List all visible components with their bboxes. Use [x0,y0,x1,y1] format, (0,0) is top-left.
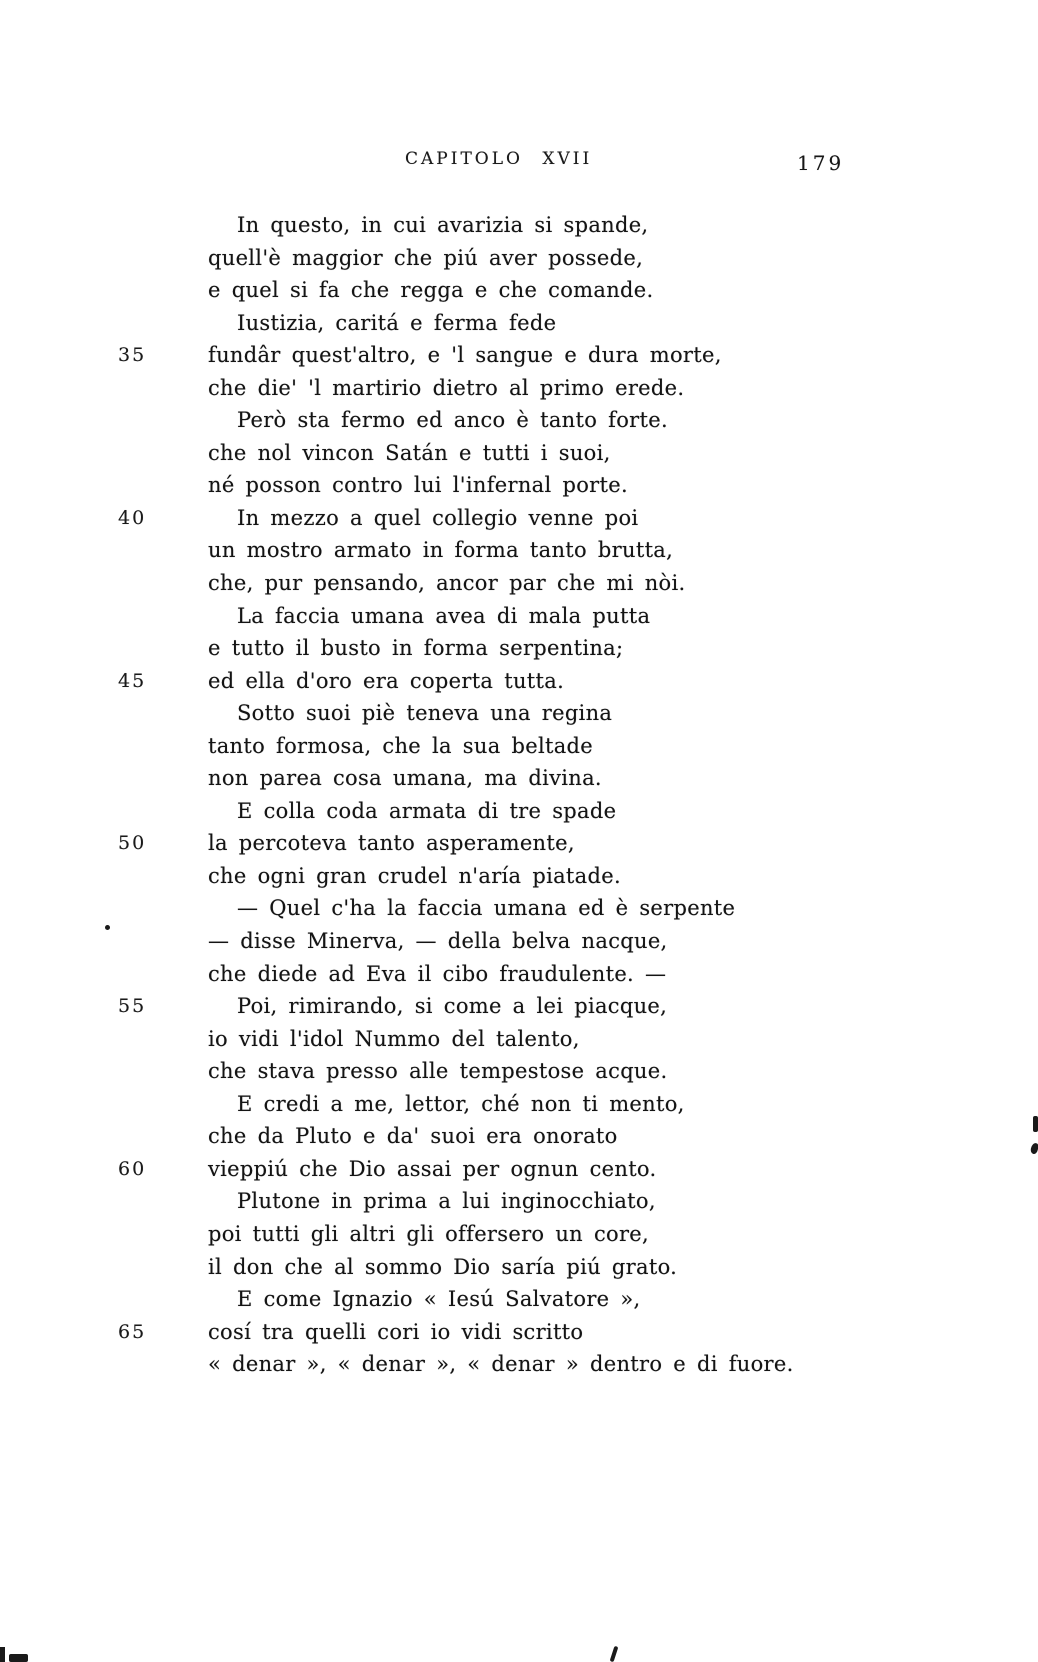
poem-line [0,730,1038,763]
line-number [118,925,208,958]
poem-line [0,795,1038,828]
verse-text: e tutto il busto in forma serpentina; [208,636,624,661]
line-number [118,307,208,340]
line-number [118,1283,208,1316]
line-number [118,1088,208,1121]
verse-text: quell'è maggior che piú aver possede, [208,245,644,270]
line-number [118,795,208,828]
line-number [118,762,208,795]
verse-text: né posson contro lui l'infernal porte. [208,473,628,498]
line-number [118,567,208,600]
poem-line [0,502,1038,535]
poem-line [0,762,1038,795]
verse-text: E credi a me, lettor, ché non ti mento, [237,1091,685,1116]
poem-line [0,307,1038,340]
scan-artifact-bottom-left [9,1654,28,1662]
verse-text: tanto formosa, che la sua beltade [208,733,594,758]
poem-line [0,1055,1038,1088]
scan-artifact-dot [105,925,110,930]
verse-text: la percoteva tanto asperamente, [208,831,575,856]
poem-line [0,469,1038,502]
line-number [118,437,208,470]
line-number [118,730,208,763]
line-number: 55 [118,995,147,1018]
scan-artifact-bottom [610,1646,619,1662]
poem-line [0,372,1038,405]
verse-text: Iustizia, caritá e ferma fede [237,310,557,335]
verse-text: e quel si fa che regga e che comande. [208,278,654,303]
scan-artifact-right-edge [1033,1116,1038,1132]
poem-line [0,925,1038,958]
line-number [118,632,208,665]
line-number: 35 [118,344,147,367]
chapter-heading: CAPITOLO XVII [405,149,593,169]
verse-text: Sotto suoi piè teneva una regina [237,701,613,726]
verse-text: In questo, in cui avarizia si spande, [237,213,649,237]
line-number [118,242,208,275]
verse-text: Poi, rimirando, si come a lei piacque, [237,994,668,1019]
poem-line [0,632,1038,665]
poem-line [0,567,1038,600]
poem-line [0,274,1038,307]
poem-line [0,860,1038,893]
verse-text: « denar », « denar », « denar » dentro e di fuore. [208,1352,794,1377]
poem [0,209,1038,1381]
poem-line [0,697,1038,730]
line-number: 40 [118,506,147,529]
line-number [118,958,208,991]
line-number: 50 [118,832,147,855]
poem-line [0,892,1038,925]
line-number [118,534,208,567]
poem-line [0,600,1038,633]
line-number [118,1251,208,1284]
verse-text: poi tutti gli altri gli offersero un core, [208,1221,650,1246]
poem-line [0,1348,1038,1381]
poem-line [0,1088,1038,1121]
verse-text: In mezzo a quel collegio venne poi [237,505,639,530]
page-number: 179 [797,151,845,175]
verse-text: E come Ignazio « Iesú Salvatore », [237,1287,641,1312]
verse-text: che diede ad Eva il cibo fraudulente. — [208,961,667,986]
verse-text: vieppiú che Dio assai per ognun cento. [208,1156,657,1181]
verse-text: che da Pluto e da' suoi era onorato [208,1124,618,1149]
line-number [118,1185,208,1218]
line-number [118,892,208,925]
poem-line [0,339,1038,372]
poem-line [0,437,1038,470]
line-number [118,697,208,730]
line-number [118,1218,208,1251]
line-number [118,372,208,405]
line-number [118,404,208,437]
verse-text: che nol vincon Satán e tutti i suoi, [208,440,611,465]
line-number [118,1120,208,1153]
line-number [118,1348,208,1381]
poem-line [0,990,1038,1023]
poem-line [0,1153,1038,1186]
poem-line [0,1023,1038,1056]
line-number [118,274,208,307]
verse-text: La faccia umana avea di mala putta [237,603,651,628]
poem-line [0,1283,1038,1316]
poem-line [0,242,1038,275]
verse-text: cosí tra quelli cori io vidi scritto [208,1319,584,1344]
verse-text: Però sta fermo ed anco è tanto forte. [237,408,668,433]
verse-text: che ogni gran crudel n'aría piatade. [208,863,621,888]
verse-text: — disse Minerva, — della belva nacque, [208,929,668,954]
line-number [118,1055,208,1088]
poem-line [0,1185,1038,1218]
poem-line [0,665,1038,698]
verse-text: che die' 'l martirio dietro al primo erede. [208,375,685,400]
verse-text: E colla coda armata di tre spade [237,798,617,823]
poem-line [0,827,1038,860]
verse-text: che stava presso alle tempestose acque. [208,1059,668,1084]
poem-line [0,404,1038,437]
poem-line [0,958,1038,991]
verse-text: io vidi l'idol Nummo del talento, [208,1026,580,1051]
verse-text: fundâr quest'altro, e 'l sangue e dura morte, [208,343,722,368]
line-number [118,600,208,633]
line-number: 45 [118,669,147,692]
verse-text: un mostro armato in forma tanto brutta, [208,538,674,563]
line-number [118,860,208,893]
line-number [118,469,208,502]
verse-text: — Quel c'ha la faccia umana ed è serpente [237,896,736,921]
line-number: 60 [118,1157,147,1180]
poem-line [0,1251,1038,1284]
verse-text: non parea cosa umana, ma divina. [208,766,602,791]
line-number [118,209,208,242]
verse-text: il don che al sommo Dio saría piú grato. [208,1254,678,1279]
verse-text: ed ella d'oro era coperta tutta. [208,668,565,693]
poem-line [0,1218,1038,1251]
poem-line [0,534,1038,567]
verse-text: che, pur pensando, ancor par che mi nòi. [208,571,686,596]
verse-text: Plutone in prima a lui inginocchiato, [237,1189,656,1214]
poem-line [0,1316,1038,1349]
poem-line [0,209,1038,242]
line-number [118,1023,208,1056]
scan-artifact-bottom-left [0,1647,5,1662]
poem-line [0,1120,1038,1153]
line-number: 65 [118,1320,147,1343]
